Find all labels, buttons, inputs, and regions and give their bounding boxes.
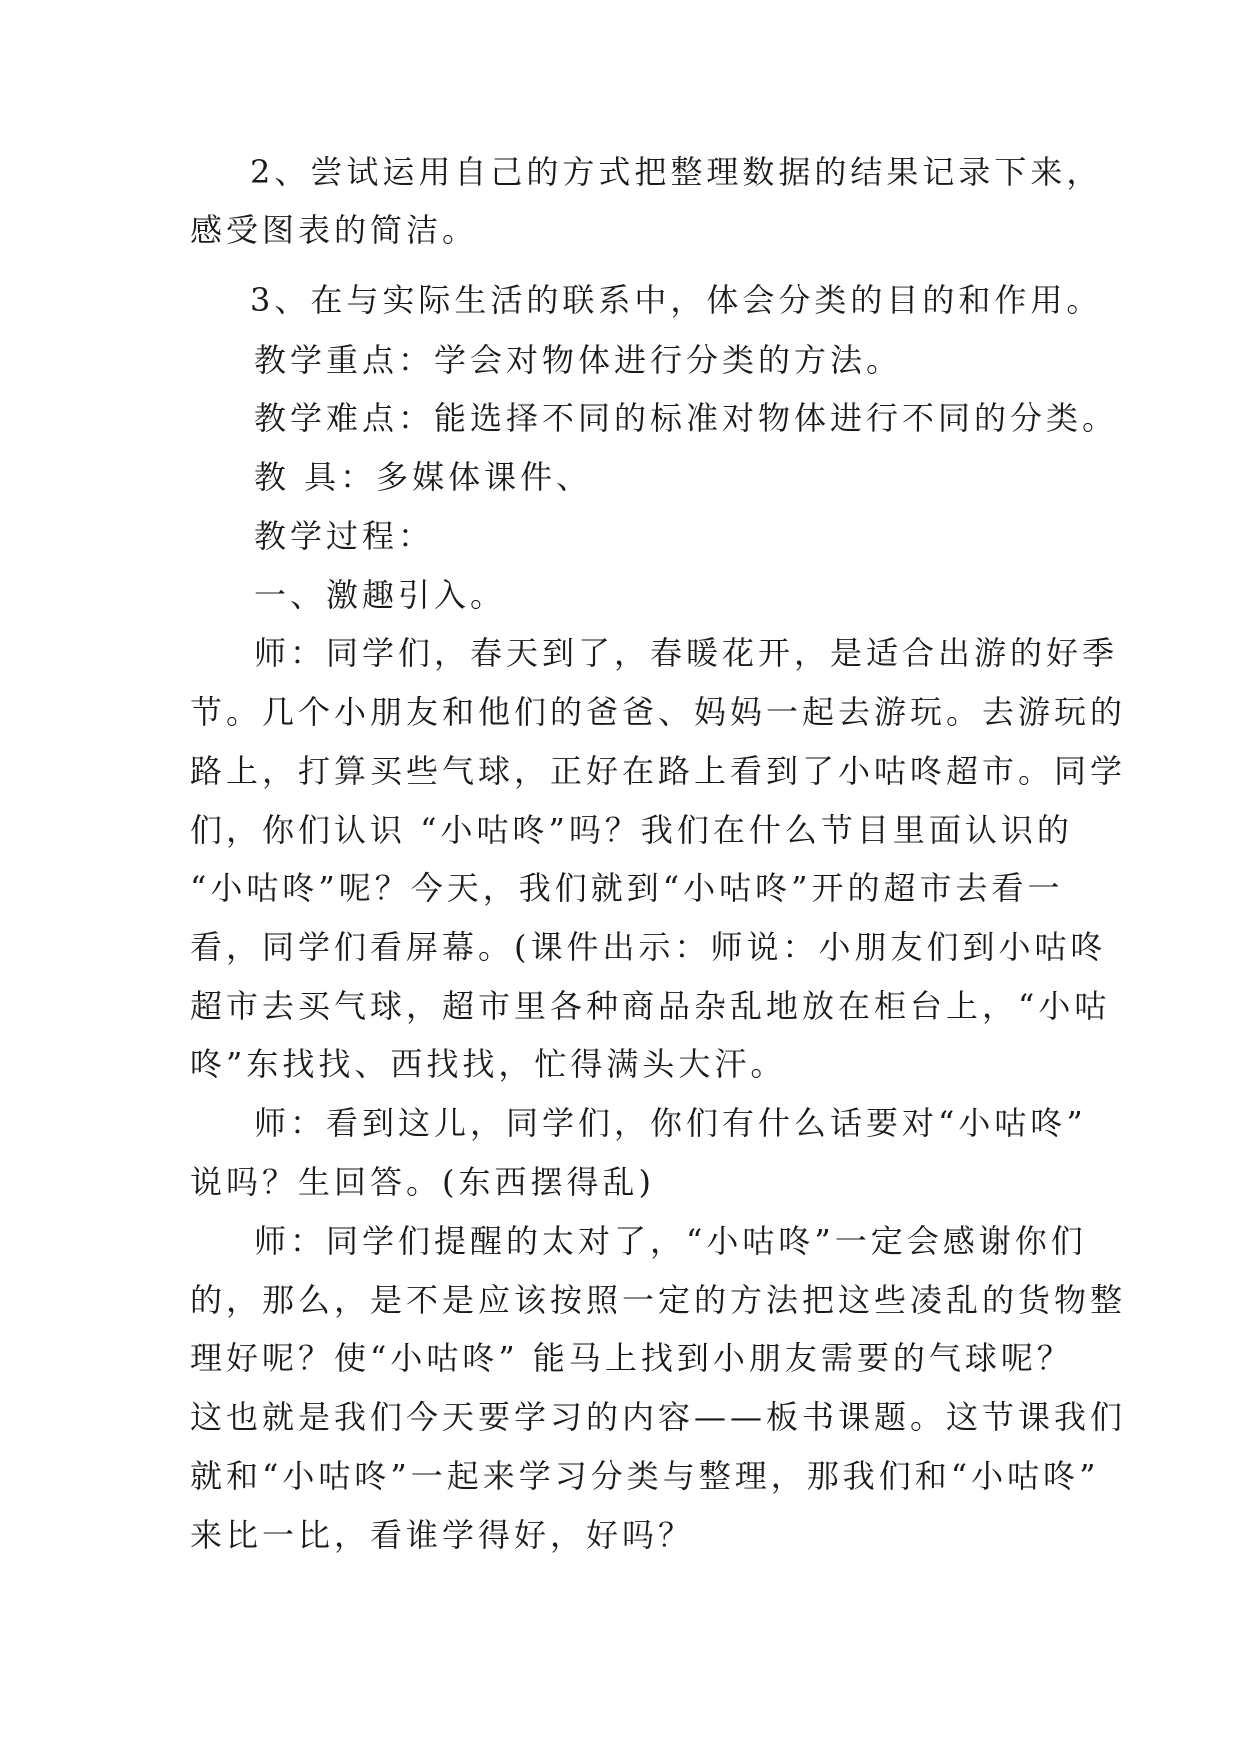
text-line: 说吗？生回答。(东西摆得乱) [190,1163,655,1201]
text-line: 教学难点：能选择不同的标准对物体进行不同的分类。 [254,399,1119,437]
text-line: 的，那么，是不是应该按照一定的方法把这些凌乱的货物整 [190,1281,1127,1319]
text-line: 教 具：多媒体课件、 [254,458,593,496]
text-line: 就和“小咕咚”一起来学习分类与整理，那我们和“小咕咚” [190,1457,1100,1495]
text-line: 师：看到这儿，同学们，你们有什么话要对“小咕咚” [254,1104,1087,1142]
text-line: 3、在与实际生活的联系中，体会分类的目的和作用。 [250,281,1103,319]
text-line: 看，同学们看屏幕。(课件出示：师说：小朋友们到小咕咚 [190,928,1107,966]
text-line: 咚”东找找、西找找，忙得满头大汗。 [190,1045,787,1083]
text-line: 来比一比，看谁学得好，好吗？ [190,1516,695,1554]
text-line: 师：同学们提醒的太对了，“小咕咚”一定会感谢你们 [254,1222,1087,1260]
text-line: 教学重点：学会对物体进行分类的方法。 [254,341,903,379]
text-line: 感受图表的简洁。 [190,211,479,249]
text-line: 节。几个小朋友和他们的爸爸、妈妈一起去游玩。去游玩的 [190,693,1127,731]
text-line: 路上，打算买些气球，正好在路上看到了小咕咚超市。同学 [190,752,1127,790]
text-line: 2、尝试运用自己的方式把整理数据的结果记录下来， [250,153,1103,191]
text-line: 这也就是我们今天要学习的内容——板书课题。这节课我们 [190,1398,1127,1436]
text-line: 一、激趣引入。 [254,576,507,614]
text-line: 师：同学们，春天到了，春暖花开，是适合出游的好季 [254,634,1119,672]
text-line: 理好呢？使“小咕咚” 能马上找到小朋友需要的气球呢？ [190,1339,1073,1377]
text-line: 超市去买气球，超市里各种商品杂乱地放在柜台上，“小咕 [190,987,1111,1025]
text-line: “小咕咚”呢？今天，我们就到“小咕咚”开的超市去看一 [190,869,1064,907]
text-line: 教学过程： [254,517,435,555]
text-line: 们，你们认识 “小咕咚”吗？我们在什么节目里面认识的 [190,811,1073,849]
